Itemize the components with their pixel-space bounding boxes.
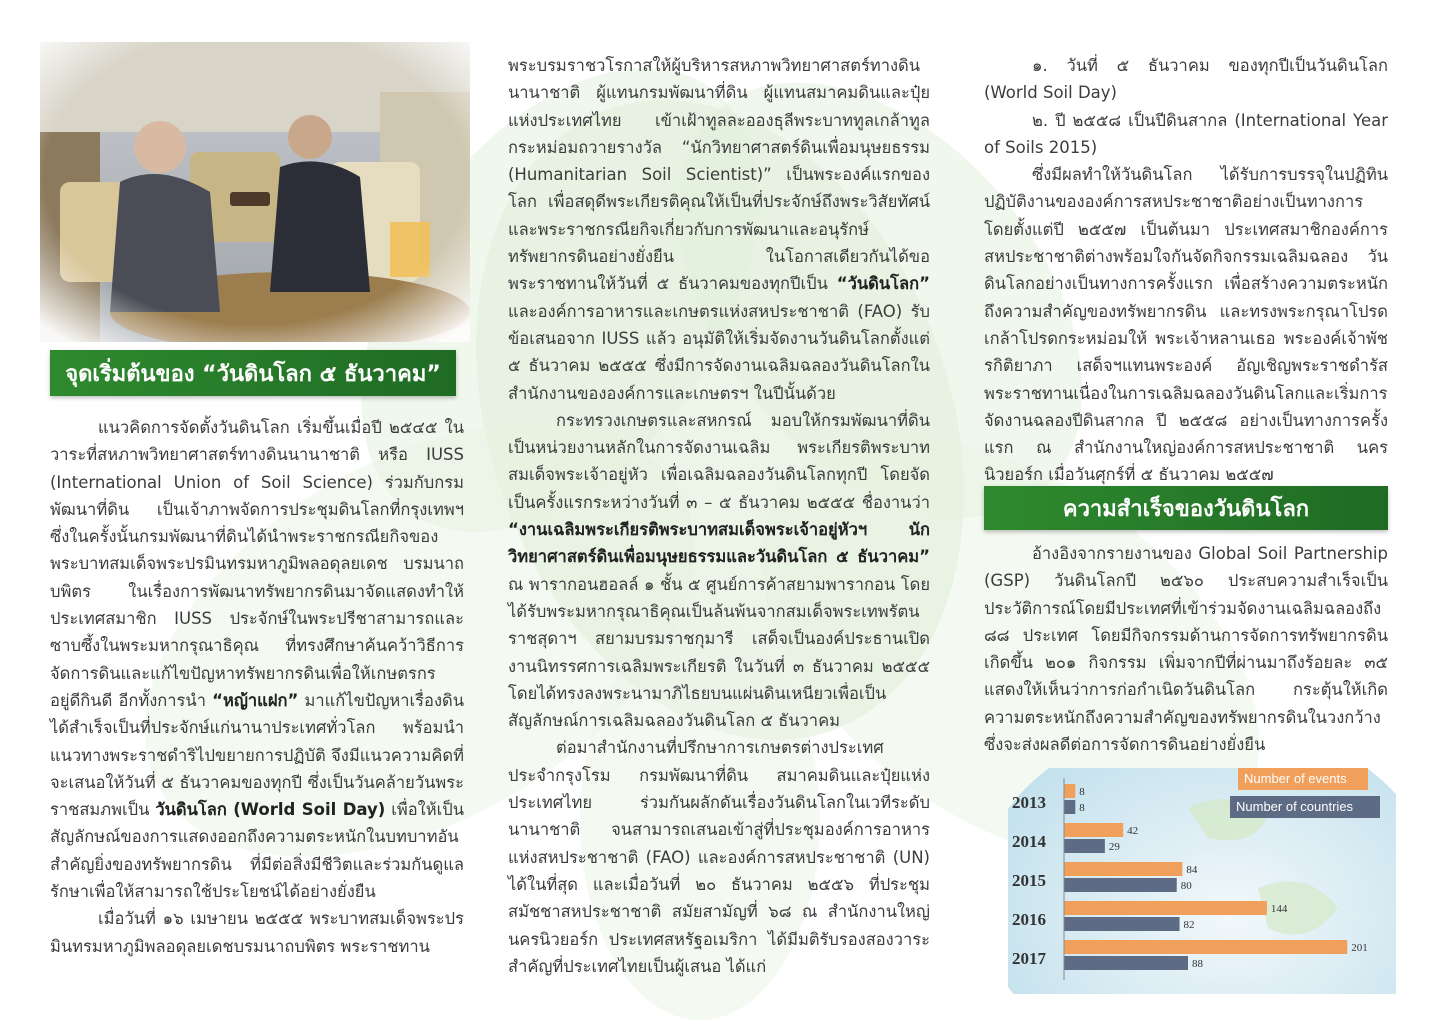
year-label: 2016 [1012, 910, 1046, 929]
paragraph-gsp-report: อ้างอิงจากรายงานของ Global Soil Partnership (GSP) วันดินโลกปี ๒๕๖๐ ประสบความสำเร็จเป็นประวัติการณ์โดยมีประเทศที่เข้าร่วมจัดงานเฉลิมฉลองถึง ๘๘ ประเทศ โดยมีกิจกรรมด้านการจัดการทรัพยากรดินเกิดขึ้น ๒๐๑ กิจกรรม เพิ่มจากปีที่ผ่านมาถึงร้อยละ ๓๕ แสดงให้เห็นว่าการก่อกำเนิดวันดินโลก กระตุ้นให้เกิดความตระหนักถึงความสำคัญของทรัพยากรดินในวงกว้าง ซึ่งจะส่งผลดีต่อการจัดการดินอย่างยั่งยืน [984, 544, 1388, 755]
legend-label: Number of events [1244, 771, 1347, 786]
bar-events [1064, 823, 1123, 837]
bar-countries [1064, 917, 1180, 931]
bar-value-label: 42 [1127, 825, 1139, 837]
text-run: และองค์การอาหารและเกษตรแห่งสหประชาชาติ (FAO) รับข้อเสนอจาก IUSS แล้ว อนุมัติให้เริ่มจัดงานวันดินโลกตั้งแต่ ๕ ธันวาคม ๒๕๕๕ ซึ่งมีการจัดงานเฉลิมฉลองวันดินโลกในสำนักงานขององค์การและเกษตรฯ ในปีนั้นด้วย [508, 301, 930, 403]
bar-value-label: 29 [1108, 841, 1120, 853]
bar-events [1064, 940, 1347, 954]
bar-value-label: 88 [1192, 958, 1203, 970]
text-run: พระบรมราชวโรกาสให้ผู้บริหารสหภาพวิทยาศาสตร์ทางดินนานาชาติ ผู้แทนกรมพัฒนาที่ดิน ผู้แทนสมาคมดินและปุ๋ยแห่งประเทศไทย เข้าเฝ้าทูลละอองธุลีพระบาททูลเกล้าทูลกระหม่อมถวายรางวัล “นักวิทยาศาสตร์ดินเพื่อมนุษยธรรม (Humanitarian Soil Scientist)” เป็นพระองค์แรกของโลก เพื่อสดุดีพระเกียรติคุณให้เป็นที่ประจักษ์ถึงพระวิสัยทัศน์และพระราชกรณียกิจเกี่ยวกับการพัฒนาและอนุรักษ์ทรัพยากรดินอย่างยั่งยืน ในโอกาสเดียวกันได้ขอพระราชทานให้วันที่ ๕ ธันวาคมของทุกปีเป็น [508, 56, 930, 294]
bold-world-soil-day-th: “วันดินโลก” [836, 274, 930, 294]
bar-events [1064, 862, 1182, 876]
year-label: 2015 [1012, 871, 1046, 890]
paragraph-award [508, 52, 930, 407]
bar-value-label: 8 [1079, 786, 1085, 798]
bar-value-label: 144 [1270, 903, 1288, 915]
audience-photo [40, 42, 470, 342]
bar-value-label: 80 [1180, 880, 1192, 892]
article-column-2 [508, 52, 930, 980]
world-soil-day-bar-chart [1008, 768, 1396, 994]
article-column-3-success [984, 540, 1388, 758]
bold-vetiver: “หญ้าแฝก” [212, 690, 299, 710]
legend-label: Number of countries [1236, 799, 1354, 814]
article-column-3 [984, 52, 1388, 489]
year-label: 2017 [1012, 949, 1046, 968]
text-run: กระทรวงเกษตรและสหกรณ์ มอบให้กรมพัฒนาที่ดินเป็นหน่วยงานหลักในการจัดงานเฉลิม พระเกียรติพระบาทสมเด็จพระเจ้าอยู่หัว เพื่อเฉลิมฉลองวันดินโลกทุกปี โดยจัดเป็นครั้งแรกระหว่างวันที่ ๓ – ๕ ธันวาคม ๒๕๕๕ ชื่องานว่า [508, 410, 930, 512]
text-run: ณ พารากอนฮอลล์ ๑ ชั้น ๕ ศูนย์การค้าสยามพารากอน โดยได้รับพระมหากรุณาธิคุณเป็นล้นพ้นจากสมเด็จพระเทพรัตนราชสุดาฯ สยามบรมราชกุมารี เสด็จเป็นองค์ประธานเปิดงานนิทรรศการเฉลิมพระเกียรติ ในวันที่ ๓ ธันวาคม ๒๕๕๕ โดยได้ทรงลงพระนามาภิไธยบนแผ่นดินเหนียวเพื่อเป็นสัญลักษณ์การเฉลิมฉลองวันดินโลก ๕ ธันวาคม [508, 574, 930, 731]
list-item-2: ๒. ปี ๒๕๕๘ เป็นปีดินสากล (International Year of Soils 2015) [984, 110, 1388, 157]
bar-events [1064, 901, 1267, 915]
year-label: 2013 [1012, 793, 1046, 812]
text-run: เพื่อให้เป็นสัญลักษณ์ของการแสดงออกถึงความตระหนักในบทบาทอันสำคัญยิ่งของทรัพยากรดิน ที่มีต่อสิ่งมีชีวิตและร่วมกันดูแลรักษาเพื่อให้สามารถใช้ประโยชน์ได้อย่างยั่งยืน [50, 800, 465, 902]
bar-value-label: 84 [1186, 864, 1198, 876]
bold-event-name: “งานเฉลิมพระเกียรติพระบาทสมเด็จพระเจ้าอยู่หัวฯ นักวิทยาศาสตร์ดินเพื่อมนุษยธรรมและวันดินโลก ๕ ธันวาคม” [508, 520, 930, 567]
text-run: มาแก้ไขปัญหาเรื่องดินได้สำเร็จเป็นที่ประจักษ์แก่นานาประเทศทั่วโลก พร้อมนำแนวทางพระราชดำริไปขยายการปฏิบัติ จึงมีแนวความคิดที่จะเสนอให้วันที่ ๕ ธันวาคมของทุกปี ซึ่งเป็นวันคล้ายวันพระราชสมภพเป็น [50, 690, 464, 820]
paragraph-un-calendar: ซึ่งมีผลทำให้วันดินโลก ได้รับการบรรจุในปฏิทินปฏิบัติงานขององค์การสหประชาชาติอย่างเป็นทางการ โดยตั้งแต่ปี ๒๕๕๗ เป็นต้นมา ประเทศสมาชิกองค์การสหประชาชาติต่างพร้อมใจกันจัดกิจกรรมเฉลิมฉลอง วันดินโลกอย่างเป็นทางการครั้งแรก เพื่อสร้างความตระหนักถึงความสำคัญของทรัพยากรดิน และทรงพระกรุณาโปรดเกล้าโปรดกระหม่อมให้ พระเจ้าหลานเธอ พระองค์เจ้าพัชรกิติยาภา เสด็จฯแทนพระองค์ อัญเชิญพระราชดำรัสพระราชทานเนื่องในการเฉลิมฉลองวันดินโลกและเริ่มการจัดงานฉลองปีดินสากล ปี ๒๕๕๘ อย่างเป็นทางการครั้งแรก ณ สำนักงานใหญ่องค์การสหประชาชาติ นครนิวยอร์ก เมื่อวันศุกร์ที่ ๕ ธันวาคม ๒๕๕๗ [984, 165, 1388, 485]
paragraph-april-2012: เมื่อวันที่ ๑๖ เมษายน ๒๕๕๕ พระบาทสมเด็จพระปรมินทรมหาภูมิพลอดุลยเดชบรมนาถบพิตร พระราชทาน [50, 909, 464, 956]
bar-countries [1064, 839, 1105, 853]
section-title-origin: จุดเริ่มต้นของ “วันดินโลก ๕ ธันวาคม” [50, 350, 456, 396]
article-column-1 [50, 414, 464, 960]
bar-value-label: 201 [1351, 942, 1368, 954]
bar-value-label: 8 [1079, 802, 1085, 814]
paragraph-ministry [508, 407, 930, 735]
bar-events [1064, 784, 1075, 798]
year-label: 2014 [1012, 832, 1046, 851]
bar-countries [1064, 800, 1075, 814]
text-run: แนวคิดการจัดตั้งวันดินโลก เริ่มขึ้นเมื่อปี ๒๕๔๕ ในวาระที่สหภาพวิทยาศาสตร์ทางดินนานาชาติ หรือ IUSS (International Union of Soil Science) ร่วมกับกรมพัฒนาที่ดิน เป็นเจ้าภาพจัดการประชุมดินโลกที่กรุงเทพฯ ซึ่งในครั้งนั้นกรมพัฒนาที่ดินได้นำพระราชกรณียกิจของพระบาทสมเด็จพระปรมินทรมหาภูมิพลอดุลยเดช บรมนาถบพิตร ในเรื่องการพัฒนาทรัพยากรดินมาจัดแสดงทำให้ประเทศสมาชิก IUSS ประจักษ์ในพระปรีชาสามารถและซาบซึ้งในพระมหากรุณาธิคุณ ที่ทรงศึกษาค้นคว้าวิธีการจัดการดินและแก้ไขปัญหาทรัพยากรดินเพื่อให้เกษตรกรอยู่ดีกินดี อีกทั้งการนำ [50, 418, 464, 710]
section-title-success: ความสำเร็จของวันดินโลก [984, 486, 1388, 530]
bar-value-label: 82 [1183, 919, 1195, 931]
bold-world-soil-day: วันดินโลก (World Soil Day) [155, 800, 386, 820]
bar-countries [1064, 878, 1177, 892]
paragraph-origin [50, 414, 464, 905]
list-item-1: ๑. วันที่ ๕ ธันวาคม ของทุกปีเป็นวันดินโลก (World Soil Day) [984, 56, 1388, 103]
bar-countries [1064, 956, 1188, 970]
paragraph-un-adoption: ต่อมาสำนักงานที่ปรึกษาการเกษตรต่างประเทศประจำกรุงโรม กรมพัฒนาที่ดิน สมาคมดินและปุ๋ยแห่งประเทศไทย ร่วมกันผลักดันเรื่องวันดินโลกในเวทีระดับนานาชาติ จนสามารถเสนอเข้าสู่ที่ประชุมองค์การอาหารแห่งสหประชาชาติ (FAO) และองค์การสหประชาชาติ (UN) ได้ในที่สุด และเมื่อวันที่ ๒๐ ธันวาคม ๒๕๕๖ ที่ประชุมสมัชชาสหประชาชาติ สมัยสามัญที่ ๖๘ ณ สำนักงานใหญ่นครนิวยอร์ก ประเทศสหรัฐอเมริกา ได้มีมติรับรองสองวาระสำคัญที่ประเทศไทยเป็นผู้เสนอ ได้แก่ [508, 738, 930, 976]
